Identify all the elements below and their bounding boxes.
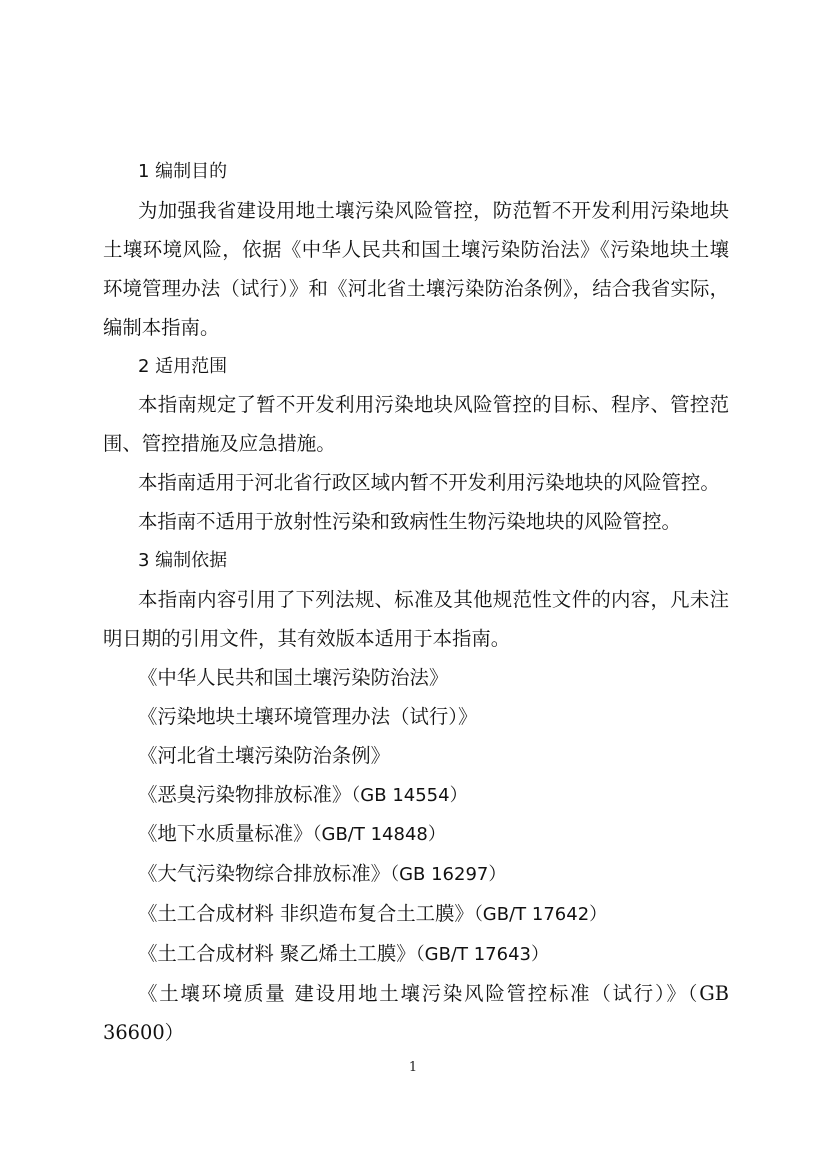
reference-title: 《土工合成材料 非织造布复合土工膜》 <box>138 902 474 926</box>
reference-title: 《污染地块土壤环境管理办法（试行）》 <box>138 704 478 728</box>
reference-code: （GB 14554） <box>351 784 468 806</box>
reference-item <box>103 698 729 737</box>
reference-title: 《河北省土壤污染防治条例》 <box>138 743 391 767</box>
paragraph: 为加强我省建设用地土壤污染风险管控，防范暂不开发利用污染地块土壤环境风险，依据《中华人民共和国土壤污染防治法》《污染地块土壤环境管理办法（试行）》和《河北省土壤污染防治条例》，结合我省实际，编制本指南。 <box>103 198 729 339</box>
document-body <box>103 153 729 1053</box>
reference-code: （GB/T 17643） <box>415 944 549 966</box>
reference-title: 《土壤环境质量 建设用地土壤污染风险管控标准（试行）》 <box>138 982 688 1006</box>
page-number: 1 <box>408 1060 418 1075</box>
reference-title: 《大气污染物综合排放标准》 <box>138 862 391 886</box>
paragraph: 本指南规定了暂不开发利用污染地块风险管控的目标、程序、管控范围、管控措施及应急措施。 <box>103 393 729 456</box>
reference-code: （GB 16297） <box>390 864 507 886</box>
reference-code: （GB/T 17642） <box>473 904 608 926</box>
reference-item <box>103 935 729 975</box>
reference-title: 《土工合成材料 聚乙烯土工膜》 <box>138 942 416 966</box>
reference-item <box>103 975 729 1053</box>
reference-item <box>103 895 729 935</box>
reference-title: 《地下水质量标准》 <box>138 822 313 846</box>
reference-item <box>103 659 729 698</box>
paragraph: 本指南适用于河北省行政区域内暂不开发利用污染地块的风险管控。 <box>138 471 720 495</box>
paragraph: 本指南不适用于放射性污染和致病性生物污染地块的风险管控。 <box>138 510 681 534</box>
reference-title: 《恶臭污染物排放标准》 <box>138 782 352 806</box>
reference-item <box>103 776 729 816</box>
section-heading-basis: 3 编制依据 <box>138 550 228 572</box>
reference-code: （GB/T 14848） <box>312 824 446 846</box>
reference-item <box>103 855 729 895</box>
reference-title: 《中华人民共和国土壤污染防治法》 <box>138 665 449 689</box>
paragraph: 本指南内容引用了下列法规、标准及其他规范性文件的内容，凡未注明日期的引用文件，其有效版本适用于本指南。 <box>103 587 729 650</box>
reference-item <box>103 815 729 855</box>
section-heading-purpose: 1 编制目的 <box>138 161 228 182</box>
reference-item <box>103 737 729 776</box>
section-heading-scope: 2 适用范围 <box>138 355 228 377</box>
reference-code: （GB 36600） <box>103 982 729 1044</box>
